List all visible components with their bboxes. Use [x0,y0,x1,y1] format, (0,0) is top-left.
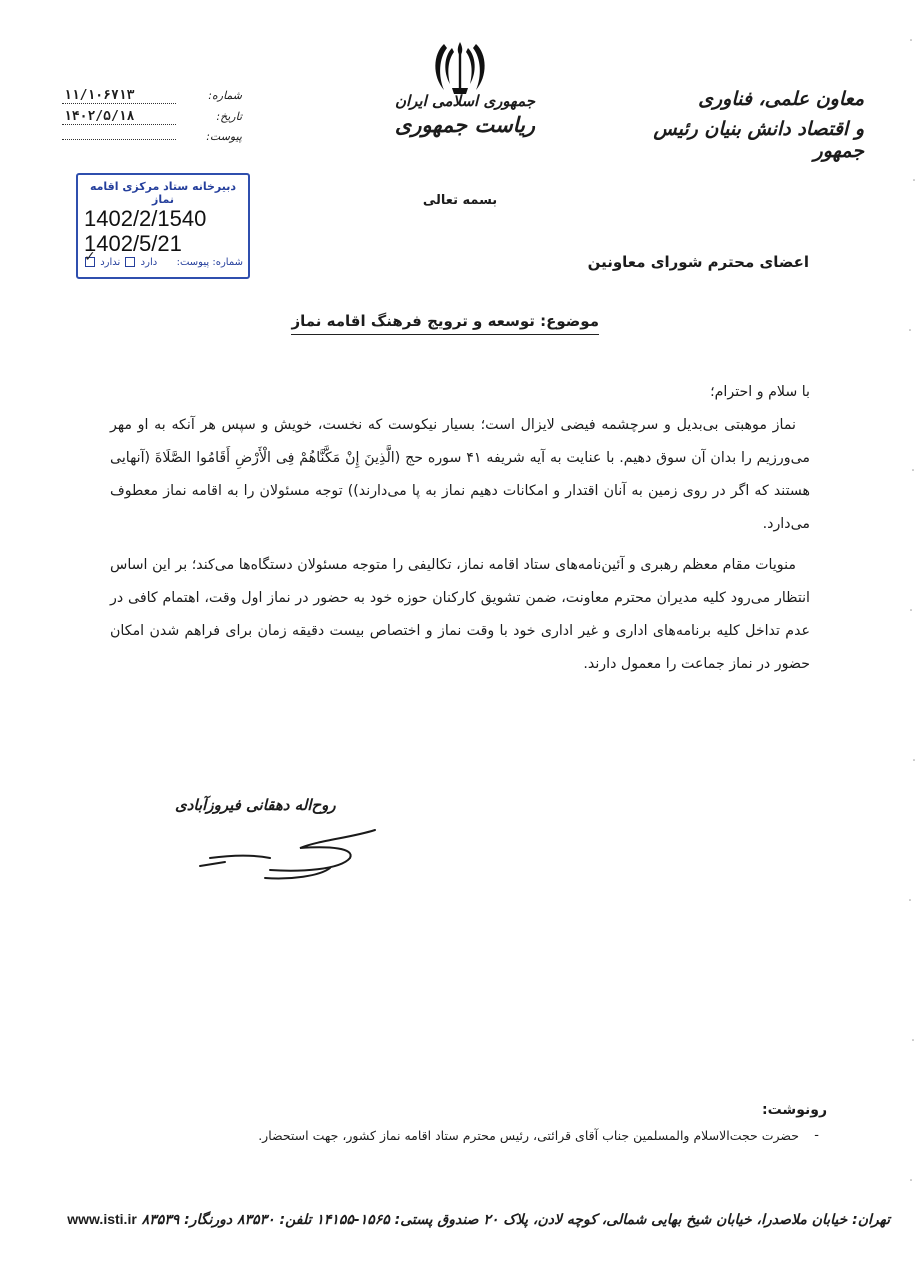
checkbox-checked-icon [85,257,95,267]
ref-attachment-label: پیوست: [206,130,242,143]
stamp-footer [78,257,248,268]
greeting: با سلام و احترام؛ [710,384,810,400]
vice-presidency-line1: معاون علمی، فناوری [698,88,864,110]
registry-stamp [76,173,250,279]
ref-date-row [62,109,242,130]
center-header [370,92,560,137]
stamp-option-hasnt: ندارد [100,257,121,268]
vice-presidency-line2: و اقتصاد دانش بنیان رئیس جمهور [653,118,864,162]
stamp-labels [177,257,243,268]
stamp-title: دبیرخانه ستاد مرکزی اقامه نماز [89,180,237,206]
iran-emblem-icon [430,38,490,100]
ref-attachment-row [62,130,242,151]
stamp-date: 1402/5/21 [84,231,182,256]
scan-edge-noise [905,0,919,1280]
country-title: جمهوری اسلامی ایران [394,92,536,110]
stamp-option-has: دارد [140,257,158,268]
ref-number-row [62,88,242,109]
ref-date-value: ۱۴۰۲/۵/۱۸ [62,109,176,125]
paragraph-1: نماز موهبتی بی‌بدیل و سرچشمه فیضی لایزال است؛ بسیار نیکوست که نخست، خویش و سپس هر آنکه به او مهر می‌ورزیم را بدان آن سوق دهیم. با عنایت به آیه شریفه ۴۱ سوره حج (الَّذِینَ إِنْ مَکَّنَّاهُمْ فِی الْأَرْضِ أَقَامُوا الصَّلَاةَ (آنهایی هستند که اگر در روی زمین به آنان اقتدار و امکانات دهیم نماز به پا می‌دارند)) توجه مسئولان را به اقامه نماز معطوف می‌دارد. [110,417,810,532]
ref-number-value: ۱۱/۱۰۶۷۱۳ [62,88,176,104]
copies-recipient-1: حضرت حجت‌الاسلام والمسلمین جناب آقای قرائتی، رئیس محترم ستاد اقامه نماز کشور، جهت استحضار. [258,1128,799,1143]
signatory-name: روح‌اله دهقانی فیروزآبادی [175,796,336,814]
vice-presidency-header [634,88,864,162]
paragraph-2: منویات مقام معظم رهبری و آئین‌نامه‌های ستاد اقامه نماز، تکالیفی را متوجه مسئولان دستگاه‌ها می‌کند؛ بر این اساس انتظار می‌رود کلیه مدیران محترم معاونت، ضمن تشویق کارکنان حوزه خود به حضور در نماز اول وقت، اهتمام کافی در عدم تداخل کلیه برنامه‌های اداری و غیر اداری خود با وقت نماز و اختصاص بیست دقیقه زمان برای فراهم شدن امکان حضور در نماز جماعت را معمول دارند. [110,557,810,672]
checkbox-empty-icon [125,257,135,267]
handwritten-signature-icon [180,818,400,888]
bismillah: بسمه تعالی [422,193,498,208]
stamp-attachment-label: پیوست: [176,257,210,268]
reference-fields [62,88,242,151]
presidency-title: ریاست جمهوری [394,112,536,137]
stamp-number: 1402/2/1540 [84,206,207,231]
footer-address: تهران: خیابان ملاصدرا، خیابان شیخ بهایی شمالی، کوچه لادن، پلاک ۲۰ صندوق پستی: ۱۵۶۵-۱۴۱۵۵ تلفن: ۸۳۵۳۰ دورنگار: ۸۳۵۳۹ [141,1212,890,1228]
stamp-options [83,257,157,268]
ref-attachment-value [62,139,176,140]
letter-body [110,376,810,681]
copies-bullet: - [814,1128,819,1143]
copies-title: رونوشت: [762,1102,827,1118]
footer-website: www.isti.ir [67,1211,137,1227]
letter-footer [40,1211,890,1228]
ref-date-label: تاریخ: [216,110,242,123]
ref-number-label: شماره: [208,89,242,102]
addressee: اعضای محترم شورای معاونین [587,253,809,271]
stamp-number-label: شماره: [212,257,243,268]
subject-line: موضوع: توسعه و ترویج فرهنگ اقامه نماز [291,312,599,335]
